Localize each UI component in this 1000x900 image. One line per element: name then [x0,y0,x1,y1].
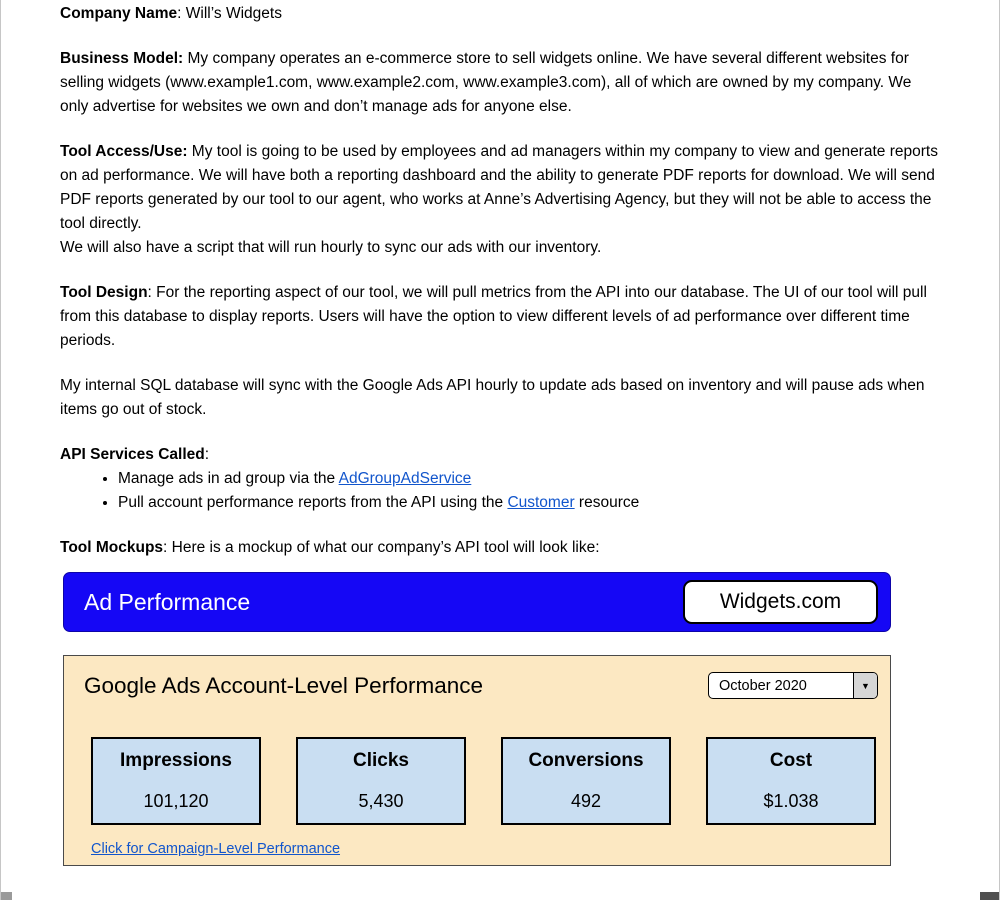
tool-design-text: : For the reporting aspect of our tool, we will pull metrics from the API into our database. The UI of our tool will pull from this database to display reports. Users will have the option to view different levels of ad performance over different time periods. [60,284,927,349]
paragraph-business-model [60,47,940,119]
panel-header-row [64,656,890,699]
widgets-site-button[interactable]: Widgets.com [683,580,878,624]
tool-mockup [63,572,891,866]
metric-label: Cost [769,750,813,771]
api-services-colon: : [204,446,210,463]
business-model-label: Business Model: [60,50,184,67]
metric-card-conversions [501,737,671,825]
tool-mockups-text: : Here is a mockup of what our company’s API tool will look like: [163,539,600,556]
bullet2-text: Pull account performance reports from the API using the [118,494,508,511]
scroll-corner-right [980,892,999,900]
metric-card-clicks [296,737,466,825]
campaign-level-link[interactable]: Click for Campaign-Level Performance [91,841,341,857]
mockup-header-title: Ad Performance [84,589,251,615]
customer-link[interactable]: Customer [507,494,575,511]
metric-label: Clicks [353,750,409,771]
metric-cards-row [64,737,890,825]
business-model-text: My company operates an e-commerce store to sell widgets online. We have several different websites for selling widgets (www.example1.com, www.example2.com, www.example3.com), all of which are owned by my company. We only advertise for websites we own and don’t manage ads for anyone else. [60,50,912,115]
paragraph-tool-access [60,140,940,260]
paragraph-tool-mockups [60,536,940,560]
metric-value: 5,430 [358,791,404,811]
account-performance-panel [63,655,891,866]
date-range-dropdown[interactable] [708,672,878,699]
tool-access-label: Tool Access/Use: [60,143,188,160]
paragraph-api-services [60,443,940,467]
metric-label: Conversions [528,750,644,771]
list-item [118,467,940,491]
metric-value: 492 [570,791,602,811]
adgroupadservice-link[interactable]: AdGroupAdService [338,470,472,487]
list-item [118,491,940,515]
metric-card-impressions [91,737,261,825]
bullet1-text: Manage ads in ad group via the [118,470,339,487]
date-range-value: October 2020 [719,677,807,694]
scroll-corner-left [1,892,12,900]
sql-sync-text: My internal SQL database will sync with the Google Ads API hourly to update ads based on inventory and will pause ads when items go out of stock. [60,377,925,418]
tool-access-text: My tool is going to be used by employees and ad managers within my company to view and generate reports on ad performance. We will have both a reporting dashboard and the ability to generate PDF reports for download. We will send PDF reports generated by our tool to our agent, who works at Anne’s Advertising Agency, but they will not be able to access the tool directly. [60,143,938,232]
company-name-text: : Will’s Widgets [177,5,282,22]
tool-mockups-label: Tool Mockups [60,539,164,556]
api-services-label: API Services Called [60,446,205,463]
metric-value: 101,120 [143,791,209,811]
tool-design-label: Tool Design [60,284,148,301]
mockup-header-bar [63,572,891,632]
panel-title: Google Ads Account-Level Performance [84,672,483,698]
metric-label: Impressions [120,750,232,771]
company-name-label: Company Name [60,5,178,22]
paragraph-sql-sync [60,374,940,422]
paragraph-tool-design [60,281,940,353]
api-services-list [60,467,940,515]
metric-value: $1.038 [763,791,819,811]
tool-access-text-2: We will also have a script that will run hourly to sync our ads with our inventory. [60,239,602,256]
page-left-border [0,0,1,900]
paragraph-company-name [60,2,940,26]
metric-card-cost [706,737,876,825]
chevron-down-icon[interactable]: ▼ [853,673,877,698]
bullet2-text-2: resource [574,494,640,511]
